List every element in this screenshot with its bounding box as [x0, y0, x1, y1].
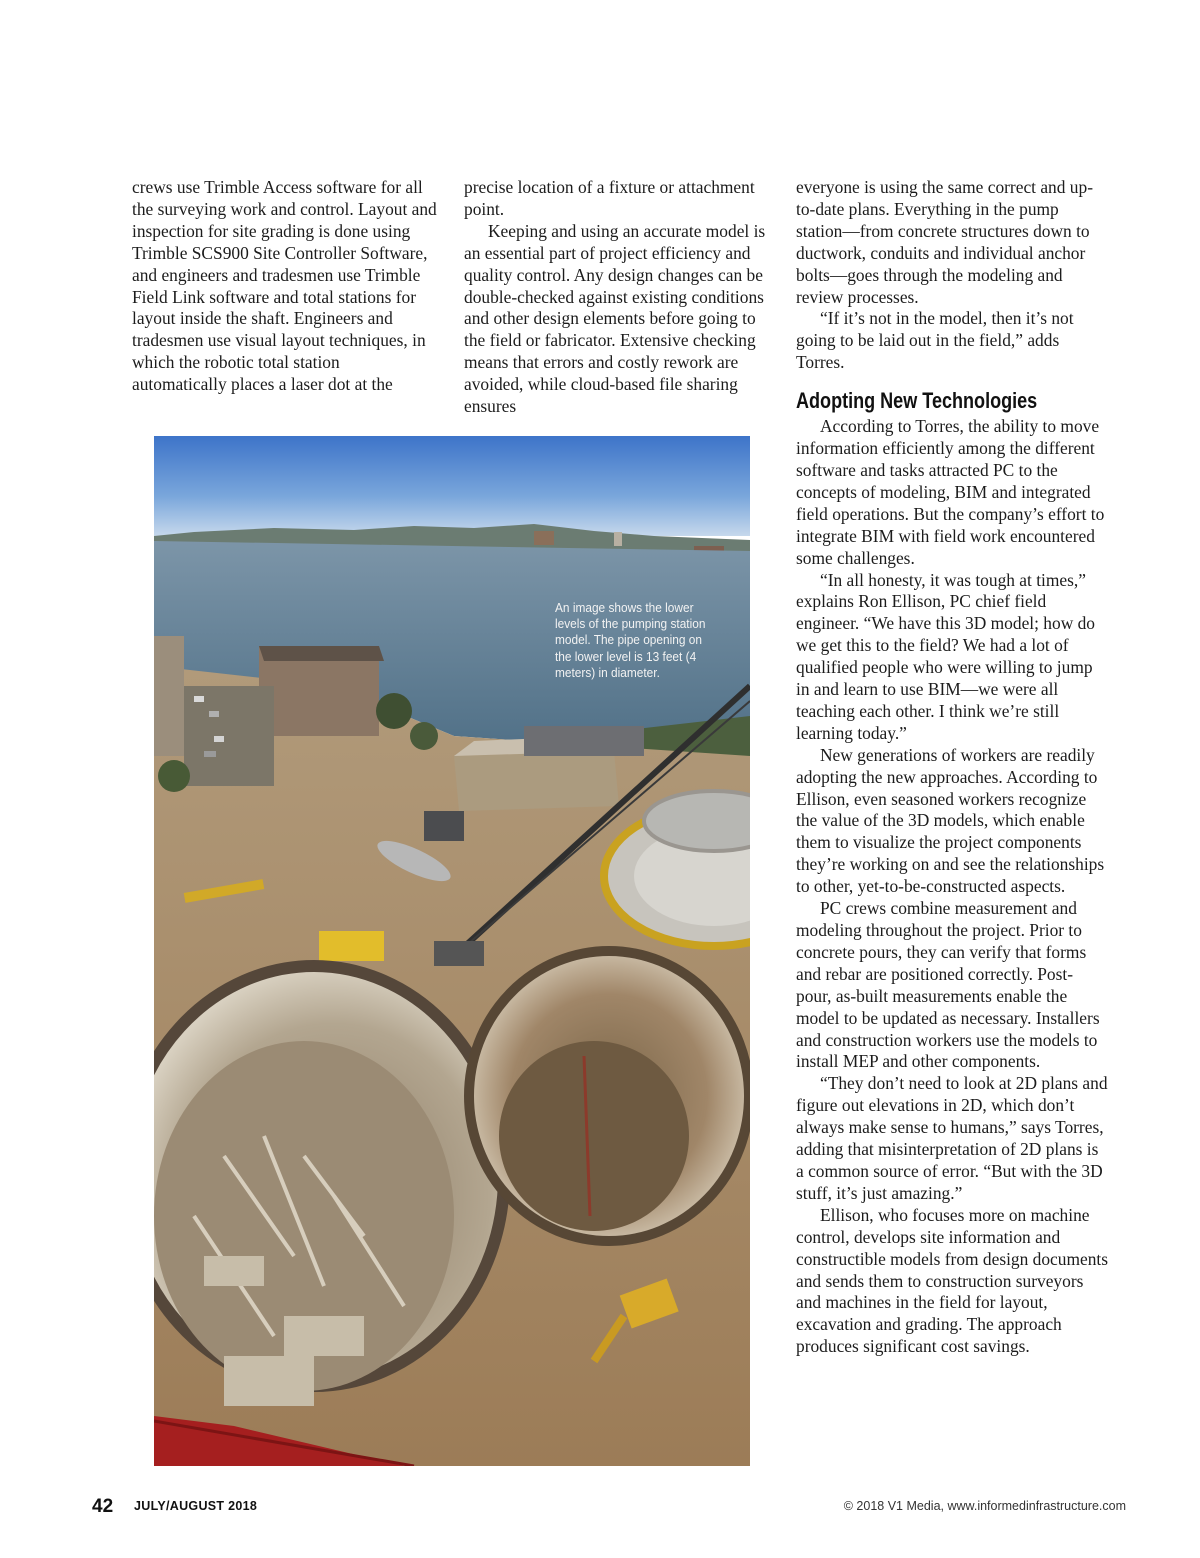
issue-date: JULY/AUGUST 2018: [134, 1499, 258, 1513]
column-1: [132, 177, 437, 396]
column-3: [796, 177, 1108, 1358]
page-number: 42: [92, 1496, 114, 1517]
body-paragraph: crews use Trimble Access software for all the surveying work and control. Layout and inspection for site grading is done using Trimble SCS900 Site Controller Software, and engineers and tradesmen use Trimble Field Link software and total stations for layout inside the shaft. Engineers and tradesmen use visual layout techniques, in which the robotic total station automatically places a laser dot at the: [132, 177, 437, 395]
body-paragraph: Ellison, who focuses more on machine control, develops site information and constructible models from design documents and sends them to construction surveyors and machines in the field for layout, excavation and grading. The approach produces significant cost savings.: [796, 1204, 1109, 1357]
body-paragraph: “If it’s not in the model, then it’s not going to be laid out in the field,” adds Torres.: [796, 308, 1074, 373]
body-paragraph: Keeping and using an accurate model is an essential part of project efficiency and quality control. Any design changes can be double-checked against existing conditions and other design elements before going to the field or fabricator. Extensive checking means that errors and costly rework are avoided, while cloud-based file sharing ensures: [464, 220, 766, 417]
body-paragraph: PC crews combine measurement and modeling throughout the project. Prior to concrete pours, they can verify that forms and rebar are positioned correctly. Post-pour, as-built measurements enable the model to be updated as necessary. Installers and construction workers use the models to install MEP and other components.: [796, 898, 1100, 1072]
copyright-notice: © 2018 V1 Media, www.informedinfrastructure.com: [843, 1499, 1126, 1513]
body-paragraph: everyone is using the same correct and up-to-date plans. Everything in the pump station—from concrete structures down to ductwork, conduits and individual anchor bolts—goes through the modeling and review processes.: [796, 177, 1093, 307]
section-heading: Adopting New Technologies: [796, 388, 1038, 414]
body-paragraph: “They don’t need to look at 2D plans and figure out elevations in 2D, which don’t always make sense to humans,” says Torres, adding that misinterpretation of 2D plans is a common source of error. “But with the 3D stuff, it’s just amazing.”: [796, 1073, 1108, 1203]
column-2: [464, 177, 776, 418]
body-paragraph: New generations of workers are readily adopting the new approaches. According to Ellison, even seasoned workers recognize the value of the 3D models, which enable them to visualize the project components they’re working on and see the relationships to other, yet-to-be-constructed aspects.: [796, 744, 1105, 897]
body-paragraph: According to Torres, the ability to move information efficiently among the different software and tasks attracted PC to the concepts of modeling, BIM and integrated field operations. But the company’s effort to integrate BIM with field work encountered some challenges.: [796, 416, 1105, 568]
body-paragraph: precise location of a fixture or attachment point.: [464, 177, 755, 219]
photo-caption: An image shows the lower levels of the pumping station model. The pipe opening on the lower level is 13 feet (4 meters) in diameter.: [555, 600, 706, 680]
body-paragraph: “In all honesty, it was tough at times,” explains Ron Ellison, PC chief field engineer. “We have this 3D model; how do we get this to the field? We had a lot of qualified people who were willing to jump in and learn to use BIM—we were all teaching each other. I think we’re still learning today.”: [796, 569, 1095, 743]
construction-site-photo: [154, 436, 750, 1466]
